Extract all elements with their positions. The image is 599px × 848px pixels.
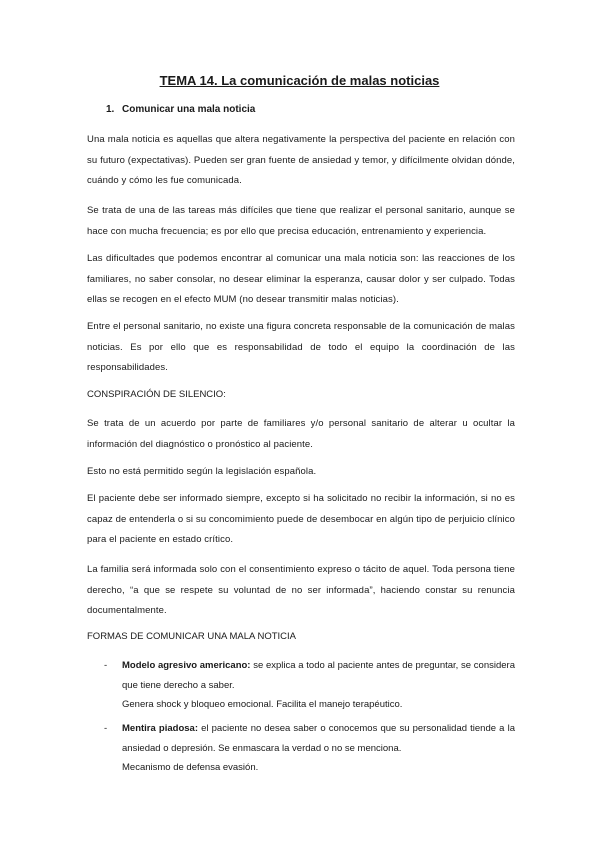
list-item-body	[122, 656, 515, 715]
paragraph-dificultades: Las dificultades que podemos encontrar al comunicar una mala noticia son: las reacciones de los familiares, no saber consolar, no desear eliminar la esperanza, causar dolor y ser culpado. Todas ellas se recogen en el efecto MUM (no desear transmitir malas noticias).	[87, 253, 515, 305]
paragraph-acuerdo: Se trata de un acuerdo por parte de familiares y/o personal sanitario de alterar u ocultar la información del diagnóstico o pronóstico al paciente.	[87, 418, 515, 450]
section-formas: FORMAS DE COMUNICAR UNA MALA NOTICIA	[87, 631, 297, 642]
paragraph-responsable: Entre el personal sanitario, no existe una figura concreta responsable de la comunicación de malas noticias. Es por ello que es responsabilidad de todo el equipo la coordinación de las responsabilidades.	[87, 321, 515, 373]
list-dash: -	[104, 723, 108, 734]
list-item-body	[122, 719, 515, 778]
list-item-term: Mentira piadosa:	[122, 723, 198, 734]
section-heading	[106, 104, 255, 115]
list-item-text: el paciente no desea saber o conocemos que su personalidad tiende a la ansiedad o depresión. Se enmascara la verdad o no se menciona.	[122, 723, 515, 754]
list-item-extra: Mecanismo de defensa evasión.	[122, 762, 259, 773]
paragraph-familia: La familia será informada solo con el consentimiento expreso o tácito de aquel. Toda persona tiene derecho, “a que se respete su voluntad de no ser informada”, haciendo constar su renuncia documentalmente.	[87, 564, 515, 616]
list-item-text: se explica a todo al paciente antes de preguntar, se considera que tiene derecho a saber.	[122, 660, 515, 691]
list-dash: -	[104, 660, 108, 671]
page-title: TEMA 14. La comunicación de malas noticias	[159, 73, 440, 88]
list-item	[87, 719, 515, 778]
paragraph-legislacion: Esto no está permitido según la legislación española.	[87, 466, 317, 477]
heading-text: Comunicar una mala noticia	[122, 104, 256, 115]
paragraph-difficulty: Se trata de una de las tareas más difíciles que tiene que realizar el personal sanitario, aunque se hace con mucha frecuencia; es por ello que precisa educación, entrenamiento y experiencia.	[87, 205, 515, 237]
paragraph-informado: El paciente debe ser informado siempre, excepto si ha solicitado no recibir la información, si no es capaz de entenderla o si su concomimiento puede de desembocar en algún tipo de perjuicio clínico para el paciente en estado crítico.	[87, 493, 515, 545]
list-item-extra: Genera shock y bloqueo emocional. Facilita el manejo terapéutico.	[122, 699, 403, 710]
section-conspiracion: CONSPIRACIÓN DE SILENCIO:	[87, 389, 226, 400]
heading-number: 1.	[106, 104, 115, 115]
paragraph-definition: Una mala noticia es aquellas que altera negativamente la perspectiva del paciente en relación con su futuro (expectativas). Pueden ser gran fuente de ansiedad y temor, y difícilmente olvidan dónde, cuándo y cómo les fue comunicada.	[87, 134, 515, 186]
list-item-term: Modelo agresivo americano:	[122, 660, 251, 671]
list-item	[87, 656, 515, 715]
